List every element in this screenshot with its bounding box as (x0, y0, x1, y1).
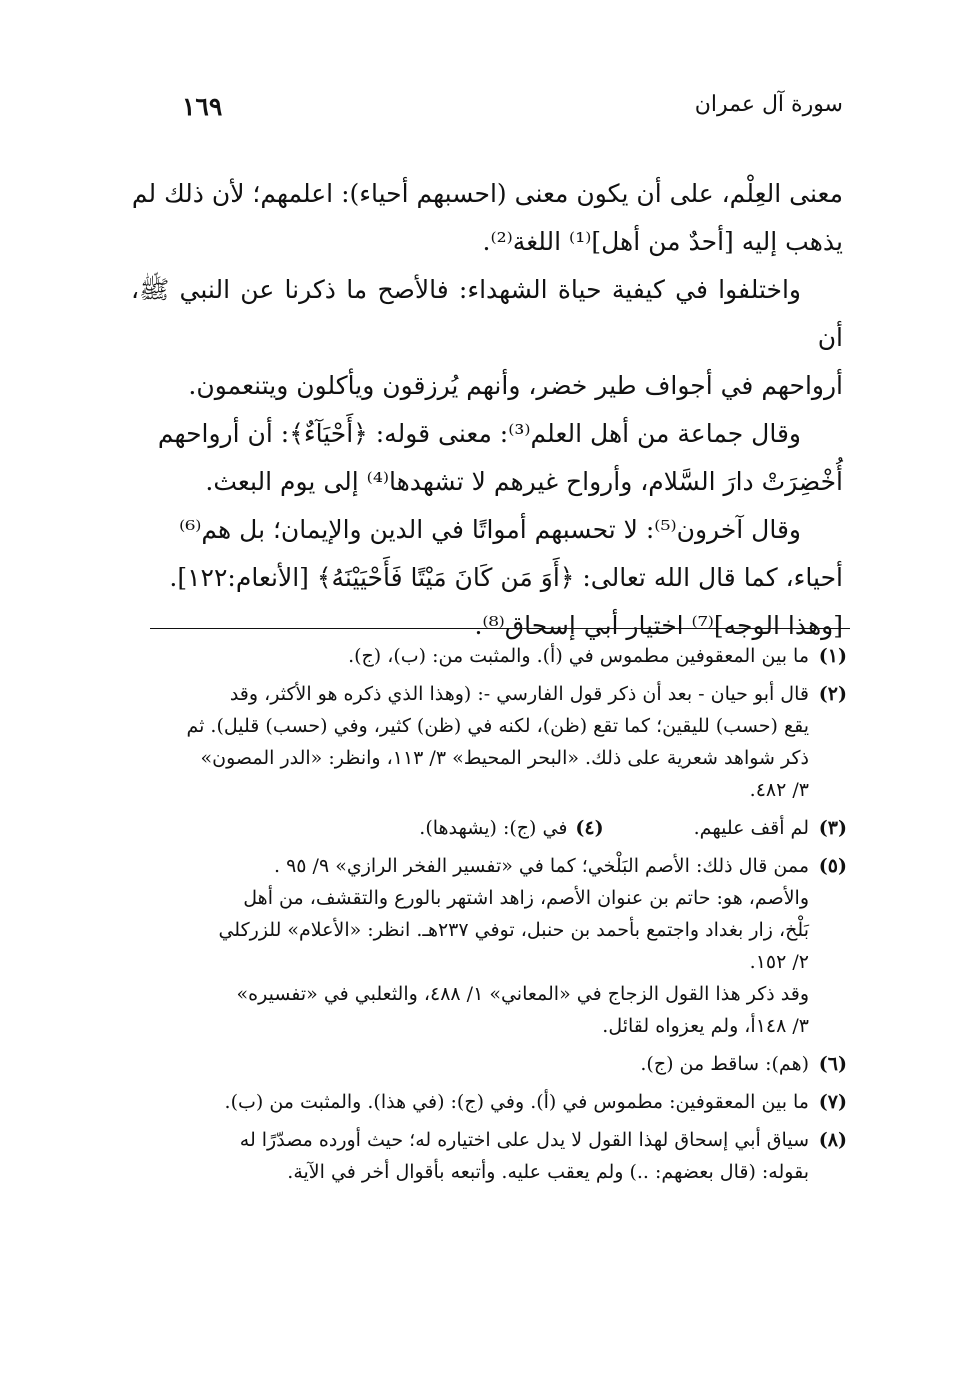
footnote-1 (127, 640, 847, 672)
running-title: سورة آل عمران (694, 92, 843, 117)
footnote-line: بقوله: (قال بعضهم: ..) ولم يعقب عليه. وأتبعه بأقوال أخر في الآية. (287, 1161, 809, 1183)
text-line: [وهذا الوجه]⁽⁷⁾ اختيار أبي إسحاق⁽⁸⁾. (474, 611, 843, 640)
footnote-7 (127, 1086, 847, 1118)
page-header (0, 92, 975, 132)
footnote-5 (127, 850, 847, 1042)
text-line: واختلفوا في كيفية حياة الشهداء: فالأصح ما ذكرنا عن النبي ﷺ، أن (131, 275, 843, 352)
footnote-line: يقع (حسب) لليقين؛ كما تقع (ظن)، لكنه في (ظن) كثير، وفي (حسب) قليل). ثم (186, 715, 809, 737)
page-number: ١٦٩ (182, 92, 223, 121)
footnote-4 (419, 812, 603, 844)
footnotes (127, 640, 847, 1194)
footnote-text: ما بين المعقوفين مطموس في (أ). والمثبت من: (ب)، (ج). (348, 645, 809, 667)
text-line: وقال جماعة من أهل العلم⁽³⁾: معنى قوله: ﴿أَحْيَآءٌ﴾: أن أرواحهم (157, 419, 801, 448)
footnote-line: بَلْخ، زار بغداد واجتمع بأحمد بن حنبل، توفي ٢٣٧هـ. انظر: «الأعلام» للزركلي (218, 919, 809, 941)
footnote-number: (٤) (575, 817, 604, 839)
footnote-text: (هم): ساقط من (ج). (640, 1053, 809, 1075)
footnote-number: (٣) (818, 817, 847, 839)
footnote-number: (٧) (818, 1091, 847, 1113)
footnote-line: قال أبو حيان - بعد أن ذكر قول الفارسي -: (وهذا الذي ذكره هو الأكثر، وقد (229, 683, 809, 705)
footnote-number: (٦) (818, 1053, 847, 1075)
text-line: أحياء، كما قال الله تعالى: ﴿أَوَ مَن كَانَ مَيْتًا فَأَحْيَيْنَهُ﴾ [الأنعام:١٢٢]. (169, 563, 843, 592)
footnote-line: والأصم، هو: حاتم بن عنوان الأصم، زاهد اشتهر بالورع والتقشف، من أهل (243, 887, 809, 909)
text-line: أرواحهم في أجواف طير خضر، وأنهم يُرزقون ويأكلون ويتنعمون. (188, 371, 843, 400)
footnote-8 (127, 1124, 847, 1188)
text-line: معنى العِلْم، على أن يكون معنى (احسبهم أحياء): اعلمهم؛ لأن ذلك لم (131, 179, 843, 208)
footnote-line: وقد ذكر هذا القول الزجاج في «المعاني» ١/ ٤٨٨، والثعلبي في «تفسيره» (236, 983, 809, 1005)
footnote-line: ممن قال ذلك: الأصم البَلْخي؛ كما في «تفسير الفخر الرازي» ٩/ ٩٥ . (273, 855, 809, 877)
footnote-4-text: في (ج): (يشهدها). (419, 817, 568, 839)
footnote-number: (٨) (818, 1129, 847, 1151)
footnote-number: (٢) (818, 683, 847, 705)
footnote-line: ٣/ ٤٨٢. (749, 779, 809, 801)
text-line: أُخْضِرَتْ دارَ السَّلام، وأرواح غيرهم لا تشهدها⁽⁴⁾ إلى يوم البعث. (205, 467, 843, 496)
footnote-number: (٥) (818, 855, 847, 877)
text-line: وقال آخرون⁽⁵⁾: لا تحسبهم أمواتًا في الدين والإيمان؛ بل هم⁽⁶⁾ (179, 515, 801, 544)
footnote-line: سياق أبي إسحاق لهذا القول لا يدل على اختياره له؛ حيث أورده مصدّرًا له (239, 1129, 809, 1151)
footnote-number: (١) (818, 645, 847, 667)
footnote-text: ما بين المعقوفين: مطموس في (أ). وفي (ج): (في هذا). والمثبت من (ب). (224, 1091, 809, 1113)
footnote-line: ٢/ ١٥٢. (749, 951, 809, 973)
text-line: يذهب إليه [أحدٌ من أهل]⁽¹⁾ اللغة⁽²⁾. (482, 227, 843, 256)
footnotes-3-4 (127, 812, 847, 844)
footnote-2 (127, 678, 847, 806)
footnote-divider (150, 628, 850, 629)
footnote-6 (127, 1048, 847, 1080)
footnote-3-text: لم أقف عليهم. (693, 817, 809, 839)
footnote-line: ذكر شواهد شعرية على ذلك. «البحر المحيط» ٣/ ١١٣، وانظر: «الدر المصون» (200, 747, 809, 769)
footnote-line: ٣/ ١٤٨أ، ولم يعزواه لقائل. (602, 1015, 809, 1037)
main-text (131, 170, 843, 650)
